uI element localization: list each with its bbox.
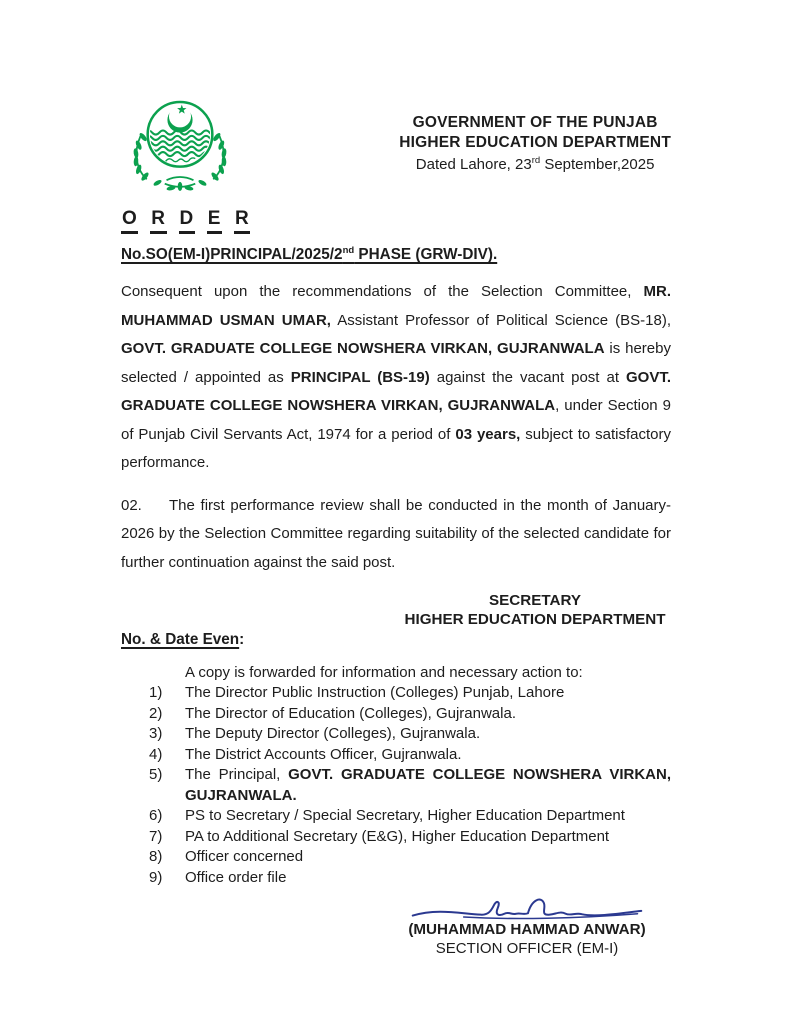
- item-text: The Deputy Director (Colleges), Gujranwala.: [185, 725, 481, 742]
- item-text: The Director of Education (Colleges), Gujranwala.: [185, 704, 516, 722]
- reference-prefix: No.SO(EM-I)PRINCIPAL/2025/2: [121, 246, 343, 263]
- date-ordinal-suffix: rd: [531, 155, 541, 166]
- punjab-government-emblem-icon: [121, 93, 239, 199]
- item-text: PA to Additional Secretary (E&G), Higher Education Department: [185, 827, 610, 845]
- signature-block: [383, 892, 671, 958]
- body-text: is hereby selected / appointed as: [121, 340, 671, 386]
- body-text: The first performance review shall be conducted in the month of January-2026 by the Selection Committee regarding suitability of the selected candidate for further continuation against the said post.: [121, 496, 671, 571]
- item-number: 1): [149, 684, 163, 701]
- order-title: [121, 208, 671, 234]
- body-text: against the vacant post at: [429, 368, 626, 386]
- signoff-block: [399, 591, 671, 629]
- signatory-department: HIGHER EDUCATION DEPARTMENT: [404, 611, 666, 628]
- government-name: GOVERNMENT OF THE PUNJAB: [412, 114, 658, 131]
- signing-officer-title: SECTION OFFICER (EM-I): [435, 940, 619, 957]
- body-text: Consequent upon the recommendations of the Selection Committee,: [121, 283, 644, 300]
- letterhead: [121, 93, 671, 199]
- item-text: The Director Public Instruction (Colleges) Punjab, Lahore: [185, 684, 565, 701]
- distribution-item: [149, 724, 671, 745]
- item-number: 9): [149, 868, 163, 886]
- distribution-item: [149, 683, 671, 704]
- item-text-regular: The Principal,: [185, 766, 289, 783]
- reference-ordinal-suffix: nd: [342, 244, 355, 256]
- item-text: Office order file: [185, 868, 287, 886]
- body-text: Assistant Professor of Political Science (BS-18),: [330, 311, 671, 329]
- item-text: [185, 765, 671, 806]
- distribution-item: [149, 704, 671, 725]
- item-number: 3): [149, 725, 163, 742]
- distribution-item: [149, 806, 671, 827]
- order-letter: O: [121, 208, 138, 234]
- order-letter: D: [179, 208, 195, 234]
- body-text: , under Section 9 of Punjab Civil Servants Act, 1974 for a period of: [121, 397, 671, 443]
- order-letter: R: [234, 208, 250, 234]
- date-suffix: September,2025: [540, 156, 655, 173]
- date-prefix: Dated Lahore, 23: [415, 156, 532, 173]
- college-name: GOVT. GRADUATE COLLEGE NOWSHERA VIRKAN, GUJRANWALA: [121, 340, 605, 357]
- distribution-list: [149, 683, 671, 888]
- letterhead-text: [399, 93, 671, 175]
- distribution-item: [149, 745, 671, 766]
- item-text-college-name: GOVT. GRADUATE COLLEGE NOWSHERA VIRKAN, GUJRANWALA.: [185, 766, 672, 804]
- item-text: Officer concerned: [185, 848, 304, 865]
- item-number: 7): [149, 827, 163, 845]
- order-letter: R: [150, 208, 166, 234]
- body-text: subject to satisfactory performance.: [121, 425, 671, 471]
- signing-officer-name: (MUHAMMAD HAMMAD ANWAR): [408, 921, 646, 938]
- signatory-designation: SECRETARY: [489, 592, 581, 609]
- item-number: 4): [149, 745, 163, 763]
- college-name: GOVT. GRADUATE COLLEGE NOWSHERA VIRKAN, GUJRANWALA: [121, 368, 671, 414]
- paragraph-number: 02.: [121, 496, 142, 514]
- department-name: HIGHER EDUCATION DEPARTMENT: [399, 134, 671, 151]
- item-text: PS to Secretary / Special Secretary, Higher Education Department: [185, 807, 625, 824]
- order-body-paragraph: [121, 278, 671, 478]
- distribution-intro: A copy is forwarded for information and necessary action to:: [185, 664, 583, 681]
- order-letter: E: [207, 208, 222, 234]
- review-paragraph: [121, 492, 671, 578]
- endorsement-label-colon: :: [239, 631, 245, 648]
- distribution-item: [149, 847, 671, 868]
- endorsement-label: [121, 631, 671, 649]
- item-number: 2): [149, 704, 163, 722]
- item-number: 5): [149, 766, 163, 783]
- date-line: [399, 155, 671, 175]
- item-number: 6): [149, 807, 163, 824]
- reference-number: [121, 246, 671, 264]
- tenure-period: 03 years,: [455, 425, 521, 443]
- endorsement-label-text: No. & Date Even: [121, 631, 240, 648]
- distribution-item: [149, 765, 671, 806]
- item-text: The District Accounts Officer, Gujranwala.: [185, 745, 462, 763]
- reference-suffix: PHASE (GRW-DIV).: [354, 246, 498, 263]
- distribution-item: [149, 868, 671, 889]
- item-number: 8): [149, 848, 163, 865]
- officer-name: MR. MUHAMMAD USMAN UMAR,: [121, 283, 671, 329]
- post-name: PRINCIPAL (BS-19): [290, 368, 430, 386]
- distribution-item: [149, 827, 671, 848]
